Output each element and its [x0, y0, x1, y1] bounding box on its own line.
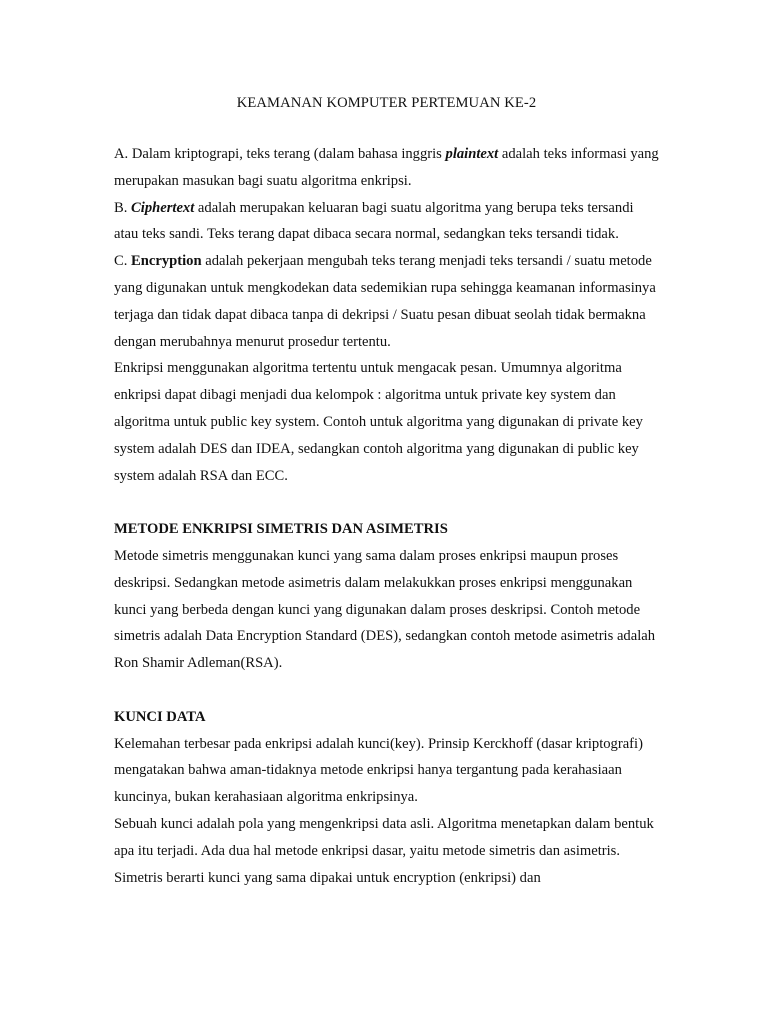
definition-ciphertext-prefix: B. — [114, 199, 132, 216]
definition-encryption — [114, 248, 659, 355]
document-title: KEAMANAN KOMPUTER PERTEMUAN KE-2 — [236, 95, 537, 111]
paragraph-spacer — [114, 489, 659, 516]
definition-encryption-prefix: C. — [114, 253, 132, 270]
definition-ciphertext — [114, 195, 659, 249]
term-plaintext: plaintext — [445, 146, 499, 162]
paragraph-metode-enkripsi: Metode simetris menggunakan kunci yang sama dalam proses enkripsi maupun proses deskripsi. Sedangkan metode asimetris dalam melakukkan proses enkripsi menggunakan kunci yang berbeda dengan kunci yang digunakan dalam proses deskripsi. Contoh metode simetris adalah Data Encryption Standard (DES), sedangkan contoh metode asimetris adalah Ron Shamir Adleman(RSA). — [114, 547, 656, 672]
definition-plaintext-text: adalah teks informasi yang merupakan masukan bagi suatu algoritma enkripsi. — [114, 146, 659, 189]
definition-plaintext — [114, 141, 659, 195]
paragraph-enkripsi: Enkripsi menggunakan algoritma tertentu untuk mengacak pesan. Umumnya algoritma enkripsi dapat dibagi menjadi dua kelompok : algoritma untuk private key system dan algoritma untuk public key system. Contoh untuk algoritma yang digunakan di private key system adalah DES dan IDEA, sedangkan contoh algoritma yang digunakan di public key system adalah RSA dan ECC. — [114, 360, 643, 484]
term-encryption: Encryption — [131, 253, 202, 270]
definition-ciphertext-text: adalah merupakan keluaran bagi suatu algoritma yang berupa teks tersandi atau teks sandi. Teks terang dapat dibaca secara normal, sedangkan teks tersandi tidak. — [114, 199, 634, 243]
heading-metode-enkripsi: METODE ENKRIPSI SIMETRIS DAN ASIMETRIS — [114, 521, 448, 538]
definition-plaintext-prefix: A. Dalam kriptograpi, teks terang (dalam bahasa inggris — [114, 146, 446, 162]
heading-kunci-data: KUNCI DATA — [114, 708, 206, 725]
paragraph-kunci-data-2: Sebuah kunci adalah pola yang mengenkripsi data asli. Algoritma menetapkan dalam bentuk apa itu terjadi. Ada dua hal metode enkripsi dasar, yaitu metode simetris dan asimetris. Simetris berarti kunci yang sama dipakai untuk encryption (enkripsi) dan — [114, 815, 654, 886]
paragraph-kunci-data-1: Kelemahan terbesar pada enkripsi adalah kunci(key). Prinsip Kerckhoff (dasar kriptografi) mengatakan bahwa aman-tidaknya metode enkripsi hanya tergantung pada kerahasiaan kuncinya, bukan kerahasiaan algoritma enkripsinya. — [114, 735, 643, 806]
document-body — [114, 92, 659, 891]
definition-encryption-text: adalah pekerjaan mengubah teks terang menjadi teks tersandi / suatu metode yang digunakan untuk mengkodekan data sedemikian rupa sehingga keamanan informasinya terjaga dan tidak dapat dibaca tanpa di dekripsi / Suatu pesan dibuat seolah tidak bermakna dengan merubahnya menurut prosedur tertentu. — [114, 253, 656, 350]
term-ciphertext: Ciphertext — [131, 199, 195, 216]
paragraph-spacer — [114, 677, 659, 704]
